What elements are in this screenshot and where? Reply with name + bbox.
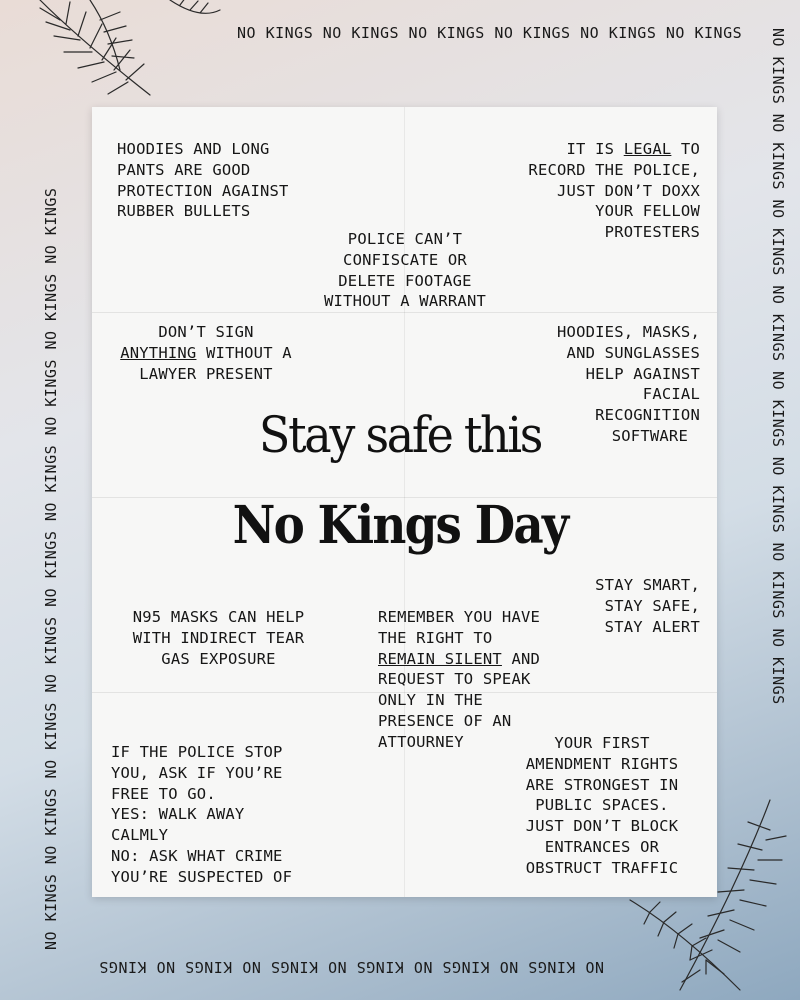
tip-line: HOODIES AND LONG xyxy=(117,140,270,158)
tip-line: JUST DON’T DOXX xyxy=(557,181,700,200)
tip-line: HOODIES, MASKS, xyxy=(557,323,700,341)
tip-line: AND SUNGLASSES xyxy=(566,343,700,362)
tip-line: DON’T SIGN xyxy=(158,323,254,341)
tip-line: YOU, ASK IF YOU’RE xyxy=(111,763,283,782)
tip-line: NO: ASK WHAT CRIME xyxy=(111,846,283,865)
tip-line: PUBLIC SPACES. xyxy=(535,796,669,815)
tip-line: POLICE CAN’T xyxy=(347,230,463,248)
tip-line: STAY SAFE, xyxy=(604,596,700,615)
tip-line: LAWYER PRESENT xyxy=(139,364,273,383)
tip-line: AMENDMENT RIGHTS xyxy=(525,754,679,773)
headline-line-2: No Kings Day xyxy=(232,495,568,556)
tip-n95 xyxy=(117,607,320,669)
tip-record-police xyxy=(528,139,700,243)
headline-line-1: Stay safe this xyxy=(258,406,542,464)
tip-line: IT IS LEGAL TO xyxy=(566,140,700,158)
border-text-left: NO KINGS NO KINGS NO KINGS NO KINGS NO KINGS NO KINGS NO KINGS NO KINGS NO KINGS xyxy=(42,187,60,950)
tip-line: STAY SMART, xyxy=(595,576,700,594)
tip-line: YOUR FELLOW xyxy=(595,202,700,221)
underlined-word: ANYTHING xyxy=(120,343,197,362)
tip-line: YOUR FIRST xyxy=(554,734,650,752)
tip-line: ENTRANCES OR xyxy=(544,837,660,856)
tip-line: STAY ALERT xyxy=(604,617,700,636)
underlined-word: REMAIN SILENT xyxy=(378,649,502,668)
tip-line: CALMLY xyxy=(111,826,169,845)
pine-branch-icon xyxy=(0,0,230,110)
tip-line: FREE TO GO. xyxy=(111,784,216,803)
tip-line: PANTS ARE GOOD xyxy=(117,160,251,179)
tip-line: N95 MASKS CAN HELP xyxy=(132,608,305,626)
tip-line: DELETE FOOTAGE xyxy=(338,271,472,290)
tip-line: ANYTHING WITHOUT A xyxy=(120,343,292,362)
tip-line: ONLY IN THE xyxy=(378,691,483,710)
tip-line: IF THE POLICE STOP xyxy=(111,743,283,761)
tip-line: WITH INDIRECT TEAR xyxy=(132,628,305,647)
tip-police-stop xyxy=(111,742,292,888)
tip-line: PROTESTERS xyxy=(604,223,700,242)
tip-footage xyxy=(305,229,505,312)
tip-line: YOU’RE SUSPECTED OF xyxy=(111,867,293,886)
tip-line: JUST DON’T BLOCK xyxy=(525,817,679,836)
tip-hoodies-pants xyxy=(117,139,289,222)
tip-dont-sign xyxy=(106,322,306,384)
tip-stay-smart xyxy=(595,575,700,637)
tip-line: PROTECTION AGAINST xyxy=(117,181,289,200)
tip-remain-silent xyxy=(378,607,540,753)
tip-line: SOFTWARE xyxy=(611,426,688,445)
tip-line: GAS EXPOSURE xyxy=(161,649,276,668)
tip-line: OBSTRUCT TRAFFIC xyxy=(525,858,679,877)
tip-line: CONFISCATE OR xyxy=(343,250,467,269)
tip-line: REMEMBER YOU HAVE xyxy=(378,608,541,626)
tip-first-amendment xyxy=(512,733,692,879)
tip-line: REQUEST TO SPEAK xyxy=(378,670,531,689)
tip-line: THE RIGHT TO xyxy=(378,628,493,647)
tip-line: HELP AGAINST xyxy=(585,364,700,383)
tip-line: REMAIN SILENT AND xyxy=(378,649,541,668)
tip-line: WITHOUT A WARRANT xyxy=(323,292,487,311)
border-text-top: NO KINGS NO KINGS NO KINGS NO KINGS NO KINGS NO KINGS xyxy=(237,24,743,42)
tip-line: RECOGNITION xyxy=(595,406,700,425)
underlined-word: LEGAL xyxy=(623,140,672,158)
tip-line: ARE STRONGEST IN xyxy=(525,775,679,794)
tip-line: RECORD THE POLICE, xyxy=(528,160,700,179)
tip-line: YES: WALK AWAY xyxy=(111,805,245,824)
border-text-right: NO KINGS NO KINGS NO KINGS NO KINGS NO KINGS NO KINGS NO KINGS NO KINGS xyxy=(769,28,787,705)
tip-line: FACIAL xyxy=(642,385,700,404)
tip-line: ATTOURNEY xyxy=(378,732,464,751)
tip-line: PRESENCE OF AN xyxy=(378,711,512,730)
border-text-bottom: NO KINGS NO KINGS NO KINGS NO KINGS NO KINGS NO KINGS xyxy=(98,958,604,976)
tip-line: RUBBER BULLETS xyxy=(117,202,251,221)
